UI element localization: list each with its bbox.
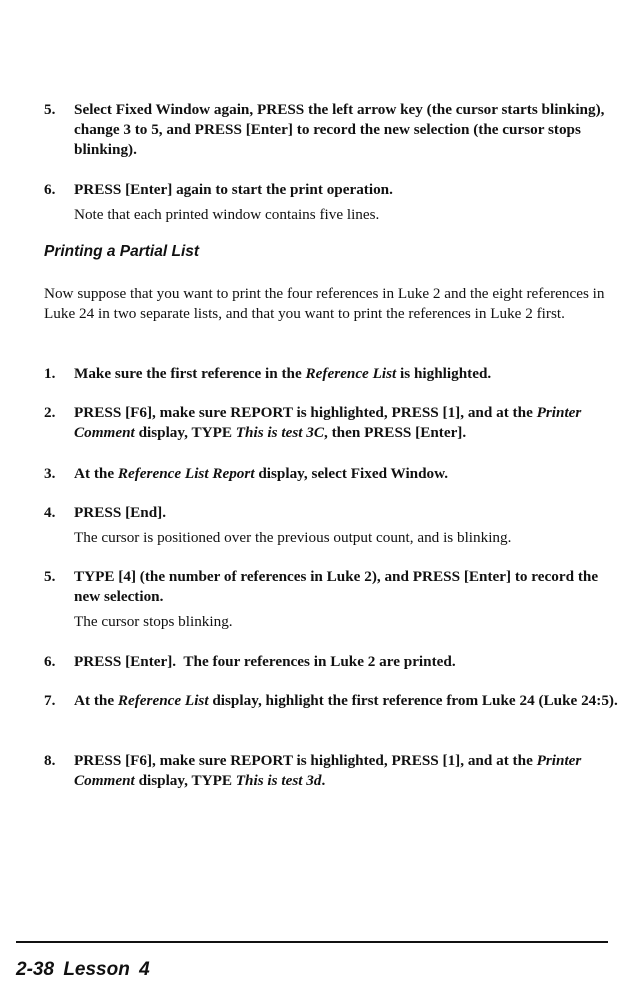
step-6	[44, 652, 619, 672]
step-number: 2.	[44, 404, 56, 421]
step-text: Select Fixed Window again, PRESS the left arrow key (the cursor starts blinking), change 3 to 5, and PRESS [Enter] to record the new selection (the cursor stops blinking).	[74, 101, 605, 158]
step-number: 5.	[44, 568, 56, 585]
step-number: 6.	[44, 181, 56, 198]
step-4	[44, 503, 619, 523]
step-note: The cursor is positioned over the previous output count, and is blinking.	[74, 529, 512, 546]
step-top-6	[44, 180, 619, 200]
step-1	[44, 364, 619, 384]
step-text: PRESS [End].	[74, 504, 167, 521]
section-heading: Printing a Partial List	[44, 243, 200, 260]
page-number: 2-38	[16, 959, 55, 980]
step-2	[44, 403, 619, 443]
step-number: 8.	[44, 752, 56, 769]
step-text: At the Reference List Report display, select Fixed Window.	[74, 465, 449, 482]
step-number: 4.	[44, 504, 56, 521]
step-number: 6.	[44, 653, 56, 670]
step-7	[44, 691, 619, 711]
step-top-5	[44, 100, 619, 160]
ui-term: Reference List	[117, 692, 209, 709]
ui-term: Reference List	[305, 365, 397, 382]
ui-term: Reference List Report	[117, 465, 255, 482]
typed-text: This is test 3C	[235, 424, 324, 441]
footer-rule	[16, 941, 608, 943]
ui-term: Printer Comment	[74, 752, 582, 789]
step-number: 5.	[44, 101, 56, 118]
step-text: TYPE [4] (the number of references in Luke 2), and PRESS [Enter] to record the new selection.	[74, 568, 599, 605]
step-text: PRESS [F6], make sure REPORT is highlighted, PRESS [1], and at the Printer Comment display, TYPE This is test 3d.	[74, 752, 582, 789]
lesson-label: Lesson 4	[63, 959, 150, 980]
intro-paragraph: Now suppose that you want to print the four references in Luke 2 and the eight references in Luke 24 in two separate lists, and that you want to print the references in Luke 2 first.	[44, 285, 605, 322]
typed-text: This is test 3d	[235, 772, 322, 789]
step-text: PRESS [Enter] again to start the print operation.	[74, 181, 393, 198]
step-3	[44, 464, 619, 484]
step-note: The cursor stops blinking.	[74, 613, 233, 630]
step-text: At the Reference List display, highlight the first reference from Luke 24 (Luke 24:5).	[74, 692, 618, 709]
step-note: Note that each printed window contains five lines.	[74, 206, 380, 223]
ui-term: Printer Comment	[74, 404, 582, 441]
step-5	[44, 567, 619, 607]
step-number: 1.	[44, 365, 56, 382]
step-text: Make sure the first reference in the Reference List is highlighted.	[74, 365, 492, 382]
step-8	[44, 751, 619, 791]
step-number: 7.	[44, 692, 56, 709]
step-text: PRESS [F6], make sure REPORT is highlighted, PRESS [1], and at the Printer Comment display, TYPE This is test 3C, then PRESS [Enter].	[74, 404, 582, 441]
step-text: PRESS [Enter]. The four references in Luke 2 are printed.	[74, 653, 456, 670]
page-footer	[16, 959, 150, 981]
step-number: 3.	[44, 465, 56, 482]
